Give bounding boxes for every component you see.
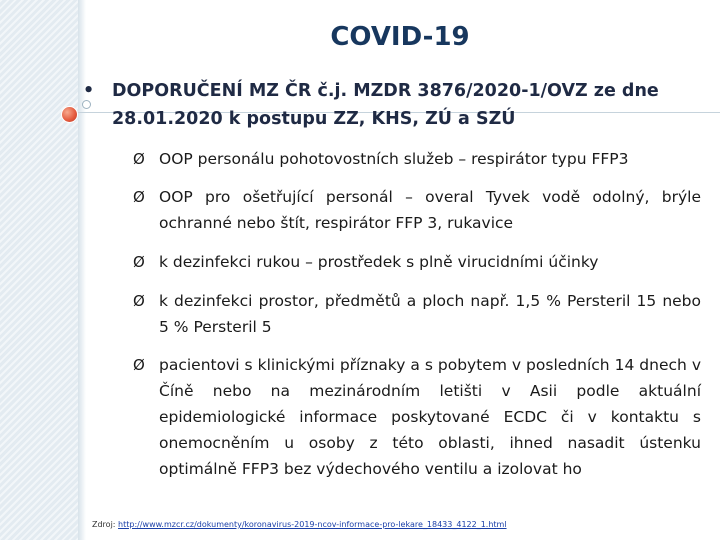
decorative-left-band xyxy=(0,0,78,540)
sub-bullet-text: pacientovi s klinickými příznaky a s pobytem v posledních 14 dnech v Číně nebo na mezinárodním letišti v Asii podle aktuální epidemiologické informace poskytované ECDC či v kontaktu s onemocněním u osoby z této oblasti, ihned nasadit ústenku optimálně FFP3 bez výdechového ventilu a izolovat ho xyxy=(159,356,701,478)
sub-bullet-item xyxy=(133,146,701,172)
arrow-bullet-icon: Ø xyxy=(133,188,145,206)
bullet-dot-icon: • xyxy=(83,81,95,101)
sub-bullet-text: OOP personálu pohotovostních služeb – respirátor typu FFP3 xyxy=(159,150,629,168)
main-bullet-text: DOPORUČENÍ MZ ČR č.j. MZDR 3876/2020-1/OVZ ze dne 28.01.2020 k postupu ZZ, KHS, ZÚ a SZÚ xyxy=(112,81,659,129)
sub-bullet-text: k dezinfekci rukou – prostředek s plně virucidními účinky xyxy=(159,253,599,271)
source-label: Zdroj: xyxy=(92,520,119,529)
source-citation xyxy=(92,520,507,529)
decorative-red-circle-icon xyxy=(62,107,77,122)
arrow-bullet-icon: Ø xyxy=(133,150,145,168)
sub-bullet-item xyxy=(133,352,701,482)
sub-bullet-item xyxy=(133,249,701,275)
slide-title: COVID-19 xyxy=(330,22,470,52)
arrow-bullet-icon: Ø xyxy=(133,253,145,271)
source-link[interactable]: http://www.mzcr.cz/dokumenty/koronavirus-2019-ncov-informace-pro-lekare_18433_4122_1.html xyxy=(118,520,507,529)
arrow-bullet-icon: Ø xyxy=(133,356,145,374)
sub-bullet-text: OOP pro ošetřující personál – overal Tyvek vodě odolný, brýle ochranné nebo štít, respirátor FFP 3, rukavice xyxy=(159,188,701,232)
main-bullet-item xyxy=(83,77,703,133)
sub-bullet-text: k dezinfekci prostor, předmětů a ploch např. 1,5 % Persteril 15 nebo 5 % Persteril 5 xyxy=(159,292,701,336)
sub-bullet-item xyxy=(133,288,701,340)
arrow-bullet-icon: Ø xyxy=(133,292,145,310)
sub-bullet-item xyxy=(133,184,701,236)
